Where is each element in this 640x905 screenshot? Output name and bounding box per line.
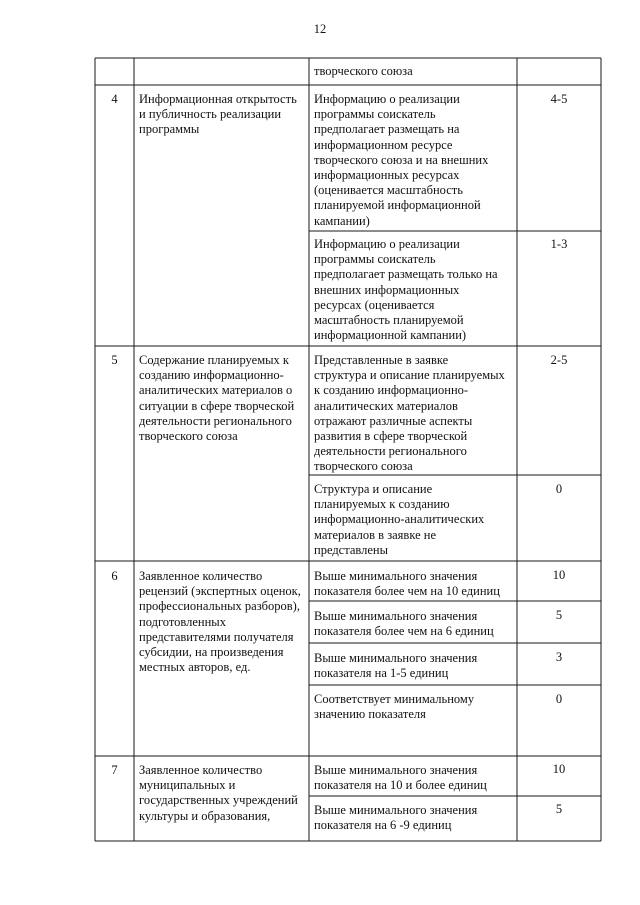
row-7-option-2-description: Выше минимального значения показателя на 6 -9 единиц	[314, 803, 478, 833]
row-6-option-2-description: Выше минимального значения показателя более чем на 6 единиц	[314, 609, 494, 639]
row-4-option-1-score: 4-5	[550, 92, 568, 106]
table-row-continued-description: творческого союза	[314, 64, 413, 78]
row-4-option-2-description: Информацию о реализации программы соискатель предполагает размещать только на внешних информационных ресурсах (оценивается масштабность планируемой информационной кампании)	[314, 237, 498, 343]
row-6-option-4-score: 0	[555, 692, 563, 706]
page-number: 12	[313, 22, 327, 36]
row-5-criterion: Содержание планируемых к созданию информационно- аналитических материалов о ситуации в сфере творческой деятельности регионального творческого союза	[139, 353, 295, 444]
row-6-option-1-description: Выше минимального значения показателя более чем на 10 единиц	[314, 569, 500, 599]
row-7-criterion: Заявленное количество муниципальных и государственных учреждений культуры и образования,	[139, 763, 298, 823]
row-4-number: 4	[111, 92, 118, 106]
row-6-option-2-score: 5	[555, 608, 563, 622]
row-6-option-3-description: Выше минимального значения показателя на 1-5 единиц	[314, 651, 478, 681]
row-5-option-1-description: Представленные в заявке структура и описание планируемых к созданию информационно- аналитических материалов отражают различные аспекты развития в сфере творческой деятельности регионального творческого союза	[314, 353, 505, 474]
row-4-criterion: Информационная открытость и публичность реализации программы	[139, 92, 297, 137]
row-6-option-4-description: Соответствует минимальному значению показателя	[314, 692, 475, 722]
row-5-option-1-score: 2-5	[550, 353, 568, 367]
row-6-option-1-score: 10	[552, 568, 566, 582]
row-7-option-2-score: 5	[555, 802, 563, 816]
row-6-option-3-score: 3	[555, 650, 563, 664]
row-7-option-1-description: Выше минимального значения показателя на 10 и более единиц	[314, 763, 487, 793]
row-5-option-2-description: Структура и описание планируемых к созданию информационно-аналитических материалов в заявке не представлены	[314, 482, 485, 557]
row-6-number: 6	[111, 569, 118, 583]
row-5-option-2-score: 0	[555, 482, 563, 496]
row-6-criterion: Заявленное количество рецензий (экспертных оценок, профессиональных разборов), подготовленных представителями получателя субсидии, на произведения местных авторов, ед.	[139, 569, 301, 675]
row-4-option-2-score: 1-3	[550, 237, 568, 251]
row-5-number: 5	[111, 353, 118, 367]
row-7-number: 7	[111, 763, 118, 777]
row-4-option-1-description: Информацию о реализации программы соискатель предполагает размещать на информационном ресурсе творческого союза и на внешних информационных ресурсах (оценивается масштабность планируемой информационной кампании)	[314, 92, 489, 228]
row-7-option-1-score: 10	[552, 762, 566, 776]
